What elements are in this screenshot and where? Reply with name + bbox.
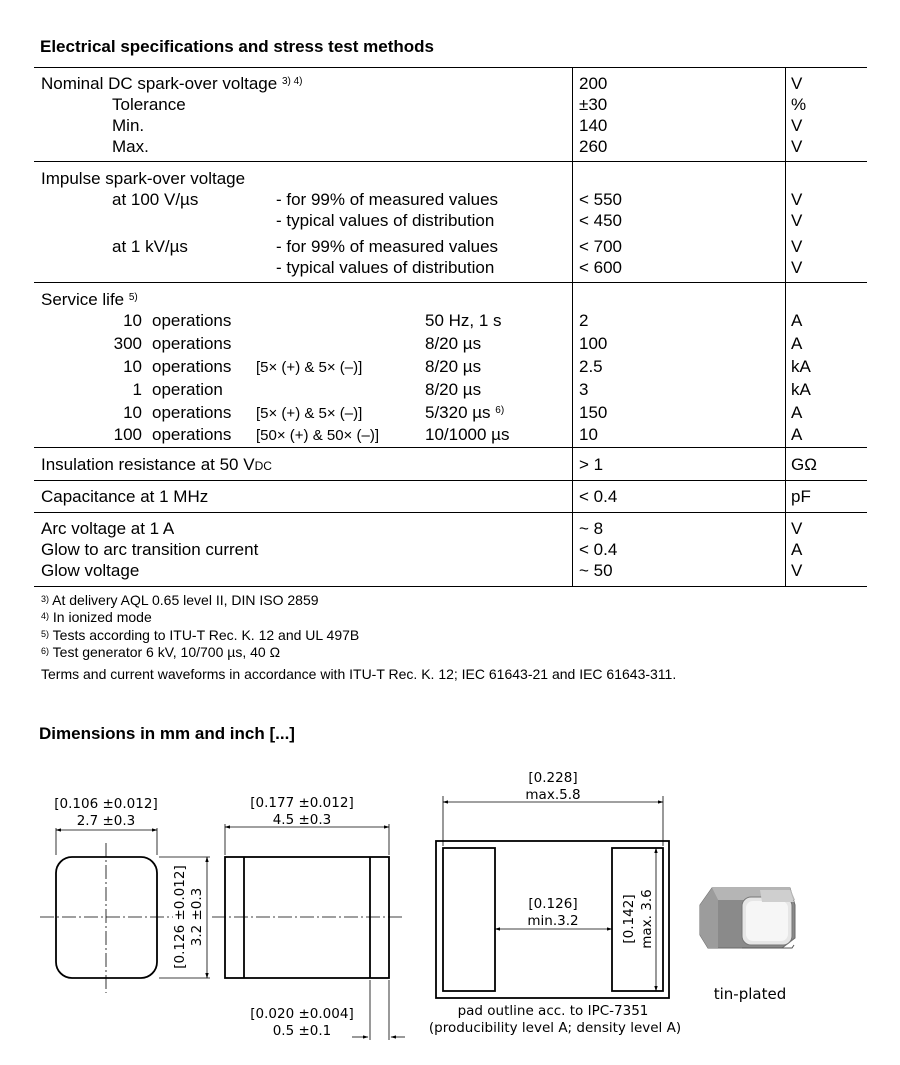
width-dim-inch: [0.106 ±0.012] <box>54 796 158 812</box>
end-view-drawing <box>40 796 210 993</box>
pad-total-dim-mm: max.5.8 <box>525 787 581 803</box>
terms-note: Terms and current waveforms in accordance with ITU-T Rec. K. 12; IEC 61643-21 and IEC 61643-311. <box>41 666 677 682</box>
service-value: 2.5 <box>579 357 603 376</box>
impulse-unit: V <box>791 258 803 277</box>
service-count: 10 <box>123 357 142 376</box>
footnote: $^{6)}$ Test generator 6 kV, 10/700 µs, 40 Ω <box>41 644 281 660</box>
arc-value: < 0.4 <box>579 540 618 559</box>
service-unit: A <box>791 425 803 444</box>
arc-unit: V <box>791 561 803 580</box>
service-unit: A <box>791 311 803 330</box>
width-dim-mm: 2.7 ±0.3 <box>76 813 136 829</box>
impulse-condition: - typical values of distribution <box>276 258 495 277</box>
length-dim-inch: [0.177 ±0.012] <box>250 795 354 811</box>
impulse-unit: V <box>791 190 803 209</box>
impulse-value: < 700 <box>579 237 623 256</box>
pad-gap-dim-mm: min.3.2 <box>527 913 579 929</box>
min-value: 140 <box>579 116 608 135</box>
height-dim-mm: 3.2 ±0.3 <box>189 887 205 947</box>
impulse-rate-100: at 100 V/µs <box>112 190 199 209</box>
footnote: $^{4)}$ In ionized mode <box>41 609 152 625</box>
service-unit: A <box>791 334 803 353</box>
service-wave: 8/20 µs <box>425 357 482 376</box>
spark-over-value: 200 <box>579 74 608 93</box>
cap-dim-inch: [0.020 ±0.004] <box>250 1006 354 1022</box>
service-unit: kA <box>791 357 811 376</box>
max-value: 260 <box>579 137 608 156</box>
service-op: operations <box>152 425 232 444</box>
spark-over-label: Nominal DC spark-over voltage $^{3) 4)}$ <box>41 74 303 93</box>
service-value: 150 <box>579 403 608 422</box>
table-column-divider <box>572 67 573 586</box>
service-count: 100 <box>113 425 142 444</box>
table-top-rule <box>34 67 867 68</box>
pad-outline-drawing <box>429 770 681 1036</box>
service-wave: 8/20 µs <box>425 380 482 399</box>
service-value: 3 <box>579 380 589 399</box>
arc-unit: V <box>791 519 803 538</box>
impulse-condition: - for 99% of measured values <box>276 237 499 256</box>
insulation-unit: GΩ <box>791 455 817 474</box>
pad-height-dim-inch: [0.142] <box>621 894 637 944</box>
service-life-label: Service life $^{5)}$ <box>41 290 138 309</box>
spark-over-unit: V <box>791 74 803 93</box>
service-value: 100 <box>579 334 608 353</box>
pad-caption: (producibility level A; density level A) <box>428 1020 682 1036</box>
cap-dim-mm: 0.5 ±0.1 <box>272 1023 332 1039</box>
insulation-label: Insulation resistance at 50 VDC <box>41 455 272 474</box>
table-column-divider <box>785 67 786 586</box>
service-value: 10 <box>579 425 598 444</box>
pad-right <box>612 848 663 991</box>
arc-label: Glow voltage <box>41 561 140 580</box>
table-rule <box>34 512 867 513</box>
service-value: 2 <box>579 311 589 330</box>
side-view-outline <box>225 857 389 978</box>
service-op: operations <box>152 334 232 353</box>
pad-height-dim-mm: max. 3.6 <box>639 889 655 949</box>
service-unit: kA <box>791 380 811 399</box>
pad-gap-dim-inch: [0.126] <box>528 896 578 912</box>
dimension-drawing <box>0 750 900 1050</box>
footnote: $^{3)}$ At delivery AQL 0.65 level II, DIN ISO 2859 <box>41 592 319 608</box>
impulse-unit: V <box>791 237 803 256</box>
service-count: 10 <box>123 311 142 330</box>
impulse-value: < 450 <box>579 211 623 230</box>
pad-left <box>443 848 495 991</box>
max-unit: V <box>791 137 803 156</box>
service-wave: 50 Hz, 1 s <box>425 311 502 330</box>
height-dim-inch: [0.126 ±0.012] <box>172 865 188 969</box>
max-label: Max. <box>112 137 149 156</box>
service-op: operations <box>152 357 232 376</box>
tolerance-label: Tolerance <box>112 95 186 114</box>
capacitance-unit: pF <box>791 487 811 506</box>
arc-value: ~ 8 <box>579 519 604 538</box>
impulse-value: < 600 <box>579 258 623 277</box>
table-rule <box>34 447 867 448</box>
impulse-unit: V <box>791 211 803 230</box>
side-view-drawing <box>212 795 405 1040</box>
section-title-dimensions: Dimensions in mm and inch [...] <box>39 724 295 743</box>
impulse-value: < 550 <box>579 190 623 209</box>
arc-label: Arc voltage at 1 A <box>41 519 175 538</box>
arc-value: ~ 50 <box>579 561 613 580</box>
impulse-condition: - typical values of distribution <box>276 211 495 230</box>
service-wave: 5/320 µs $^{6)}$ <box>425 403 505 422</box>
tolerance-value: ±30 <box>579 95 608 114</box>
section-title-electrical: Electrical specifications and stress test methods <box>40 37 434 56</box>
service-op: operation <box>152 380 223 399</box>
tin-plated-label: tin-plated <box>713 985 787 1003</box>
table-bottom-rule <box>34 586 867 587</box>
min-unit: V <box>791 116 803 135</box>
impulse-label: Impulse spark-over voltage <box>41 169 246 188</box>
insulation-value: > 1 <box>579 455 604 474</box>
impulse-rate-1k: at 1 kV/µs <box>112 237 188 256</box>
service-op: operations <box>152 403 232 422</box>
service-wave: 8/20 µs <box>425 334 482 353</box>
service-polarity: [5× (+) & 5× (–)] <box>256 405 363 422</box>
service-count: 10 <box>123 403 142 422</box>
service-polarity: [50× (+) & 50× (–)] <box>256 427 379 444</box>
table-rule <box>34 161 867 162</box>
arc-label: Glow to arc transition current <box>41 540 259 559</box>
pad-caption: pad outline acc. to IPC-7351 <box>457 1003 649 1019</box>
length-dim-mm: 4.5 ±0.3 <box>272 812 332 828</box>
impulse-condition: - for 99% of measured values <box>276 190 499 209</box>
service-op: operations <box>152 311 232 330</box>
service-polarity: [5× (+) & 5× (–)] <box>256 359 363 376</box>
tolerance-unit: % <box>791 95 807 114</box>
service-wave: 10/1000 µs <box>425 425 510 444</box>
table-rule <box>34 282 867 283</box>
pad-total-dim-inch: [0.228] <box>528 770 578 786</box>
arc-unit: A <box>791 540 803 559</box>
service-count: 1 <box>132 380 142 399</box>
end-view-outline <box>56 857 157 978</box>
component-image <box>700 888 795 1003</box>
table-rule <box>34 480 867 481</box>
capacitance-value: < 0.4 <box>579 487 618 506</box>
capacitance-label: Capacitance at 1 MHz <box>41 487 209 506</box>
footnote: $^{5)}$ Tests according to ITU-T Rec. K. 12 and UL 497B <box>41 627 360 643</box>
service-unit: A <box>791 403 803 422</box>
min-label: Min. <box>112 116 145 135</box>
service-count: 300 <box>113 334 142 353</box>
